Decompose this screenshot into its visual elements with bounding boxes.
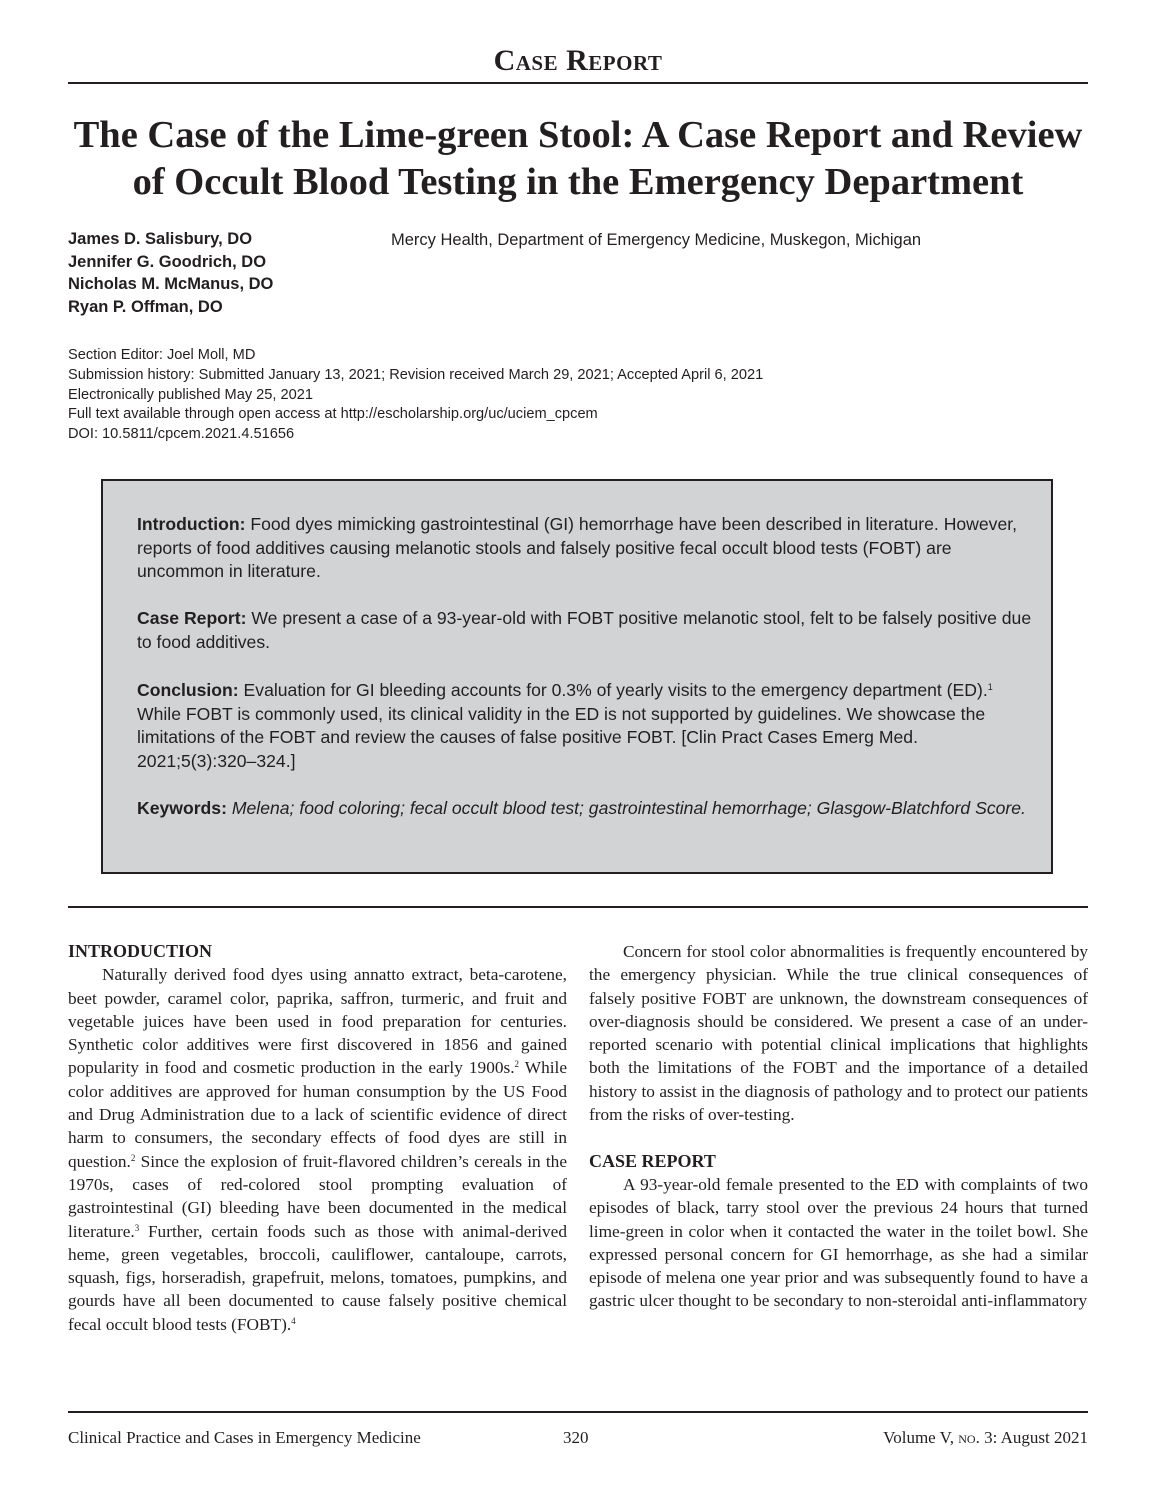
paragraph-gap <box>589 1126 1088 1149</box>
abstract-introduction-text: Food dyes mimicking gastrointestinal (GI) hemorrhage have been described in literature. However, reports of food additives causing melanotic stools and falsely positive fecal occult blood tests (FOBT) are uncommon in literature. <box>137 514 1018 581</box>
author: James D. Salisbury, DO <box>68 230 253 248</box>
intro-text: Naturally derived food dyes using annatto extract, beta-carotene, beet powder, caramel color, paprika, saffron, turmeric, and fruit and vegetable juices have been used in food preparation for centuries. Synthetic color additives were first discovered in 1856 and gained popularity in food and cosmetic production in the early 1900s. <box>68 965 567 1078</box>
intro-text: Since the explosion of fruit-flavored children’s cereals in the 1970s, cases of red-colored stool prompting evaluation of gastrointestinal (GI) bleeding have been documented in the medical literature. <box>68 1151 567 1241</box>
abstract-case-label: Case Report: <box>137 608 247 628</box>
citation-ref[interactable]: 1 <box>987 682 993 692</box>
body-rule <box>68 906 1088 908</box>
abstract-conclusion-text-a: Evaluation for GI bleeding accounts for 0.3% of yearly visits to the emergency department (ED). <box>238 680 988 700</box>
footer-volume <box>883 1428 1088 1448</box>
article-metadata <box>68 346 763 445</box>
submission-history: Submission history: Submitted January 13, 2021; Revision received March 29, 2021; Accepted April 6, 2021 <box>68 366 764 383</box>
title-line-2: of Occult Blood Testing in the Emergency Department <box>132 161 1024 203</box>
doi[interactable]: DOI: 10.5811/cpcem.2021.4.51656 <box>68 426 295 443</box>
article-title <box>60 112 1096 206</box>
introduction-paragraph <box>68 963 567 1336</box>
volume-text: Volume V, <box>883 1428 959 1447</box>
right-column <box>589 940 1088 1313</box>
section-heading-introduction: INTRODUCTION <box>68 941 213 961</box>
citation-ref[interactable]: 3 <box>134 1222 140 1233</box>
footer-rule <box>68 1411 1088 1413</box>
volume-no: no. <box>958 1428 980 1447</box>
header-rule <box>68 82 1088 84</box>
abstract-box <box>101 479 1053 874</box>
author: Ryan P. Offman, DO <box>68 297 223 316</box>
citation-ref[interactable]: 4 <box>291 1315 296 1326</box>
author-list <box>68 228 273 318</box>
abstract-keywords-text: Melena; food coloring; fecal occult blood test; gastrointestinal hemorrhage; Glasgow-Blatchford Score. <box>226 798 1026 818</box>
abstract-conclusion-text-b: While FOBT is commonly used, its clinical validity in the ED is not supported by guidelines. We showcase the limitations of the FOBT and review the causes of false positive FOBT. [Clin Pract Cases Emerg Med. 2021;5(3):320–324.] <box>137 703 986 771</box>
intro-text: Further, certain foods such as those with animal-derived heme, green vegetables, broccoli, cauliflower, cantaloupe, carrots, squash, figs, horseradish, grapefruit, melons, tomatoes, pumpkins, and gourds have all been documented to cause falsely positive chemical fecal occult blood tests (FOBT). <box>68 1221 567 1334</box>
abstract-keywords <box>137 797 1032 821</box>
citation-ref[interactable]: 2 <box>130 1152 136 1163</box>
abstract-introduction <box>137 513 1032 584</box>
publication-date: Electronically published May 25, 2021 <box>68 386 313 403</box>
introduction-paragraph-2: Concern for stool color abnormalities is frequently encountered by the emergency physician. While the true clinical consequences of falsely positive FOBT are unknown, the downstream consequences of over-diagnosis should be considered. We present a case of an under-reported scenario with potential clinical implications that highlights both the limitations of the FOBT and the importance of a detailed history to assist in the diagnosis of pathology and to protect our patients from the risks of over-testing. <box>589 942 1088 1125</box>
citation-ref[interactable]: 2 <box>514 1059 520 1070</box>
abstract-introduction-label: Introduction: <box>137 514 246 534</box>
author: Nicholas M. McManus, DO <box>68 275 274 293</box>
title-line-1: The Case of the Lime-green Stool: A Case Report and Review <box>73 114 1083 156</box>
affiliation: Mercy Health, Department of Emergency Medicine, Muskegon, Michigan <box>391 231 922 249</box>
section-label: Case Report <box>493 44 663 77</box>
volume-issue: 3: August 2021 <box>979 1428 1088 1447</box>
abstract-conclusion <box>137 679 1032 773</box>
footer-journal-name: Clinical Practice and Cases in Emergency Medicine <box>68 1428 421 1447</box>
author: Jennifer G. Goodrich, DO <box>68 252 267 271</box>
page-number: 320 <box>563 1428 589 1447</box>
intro-text: While color additives are approved for human consumption by the US Food and Drug Administration due to a lack of scientific evidence of direct harm to consumers, the secondary effects of food dyes are still in question. <box>68 1058 567 1171</box>
abstract-case-text: We present a case of a 93-year-old with FOBT positive melanotic stool, felt to be falsely positive due to food additives. <box>137 608 1032 652</box>
case-report-paragraph: A 93-year-old female presented to the ED with complaints of two episodes of black, tarry stool over the previous 24 hours that turned lime-green in color when it contacted the water in the toilet bowl. She expressed personal concern for GI hemorrhage, as she had a similar episode of melena one year prior and was subsequently found to have a gastric ulcer thought to be secondary to non-steroidal anti-inflammatory <box>589 1174 1088 1311</box>
section-editor: Section Editor: Joel Moll, MD <box>68 347 256 363</box>
abstract-conclusion-label: Conclusion: <box>137 680 239 700</box>
abstract-case-report <box>137 607 1032 654</box>
open-access-link[interactable]: Full text available through open access at http://escholarship.org/uc/uciem_cpcem <box>68 406 598 423</box>
abstract-keywords-label: Keywords: <box>137 798 227 818</box>
left-column <box>68 940 567 1336</box>
section-heading-case-report: CASE REPORT <box>589 1150 716 1171</box>
